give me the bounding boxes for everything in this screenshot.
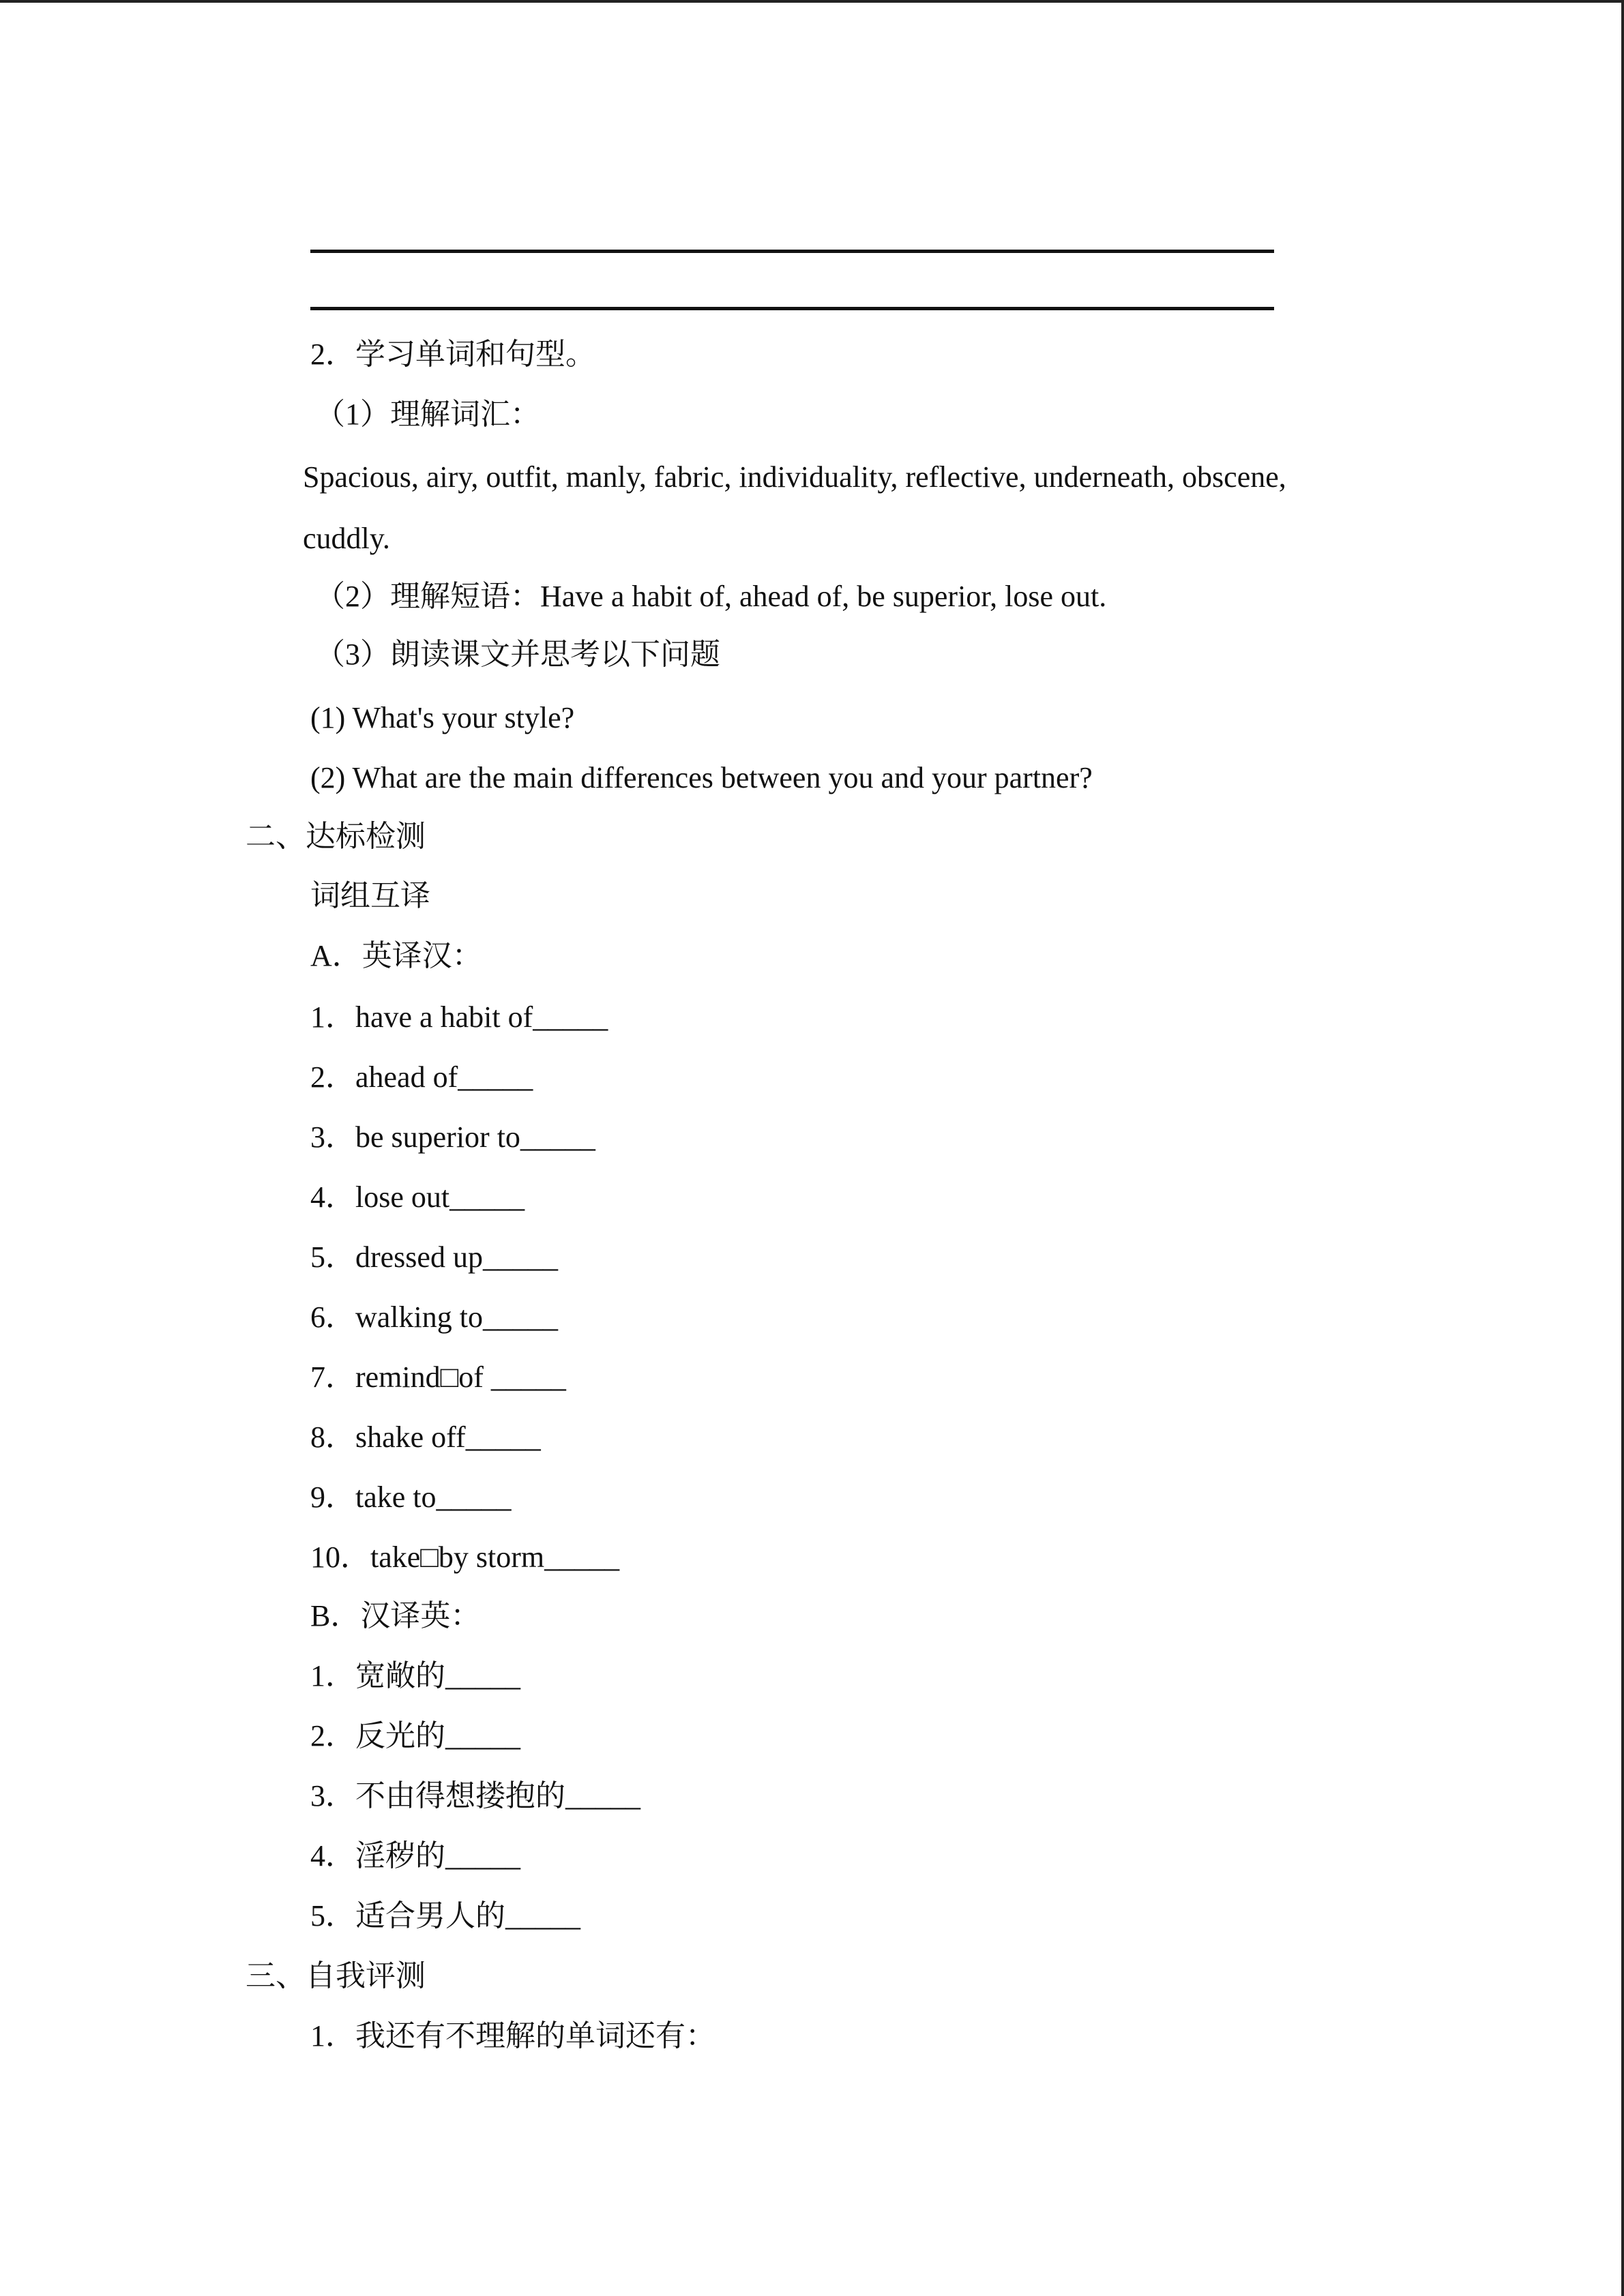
partA-item: 8．shake off_____ [310,1420,541,1454]
answer-line-2 [310,307,1274,310]
partA-item: 3．be superior to_____ [310,1120,595,1154]
vocab-heading: （1）理解词汇： [315,398,540,431]
partA-item: 4．lose out_____ [310,1180,525,1214]
read-heading: （3）朗读课文并思考以下问题 [315,638,720,671]
question-2: (2) What are the main differences between you and your partner? [310,761,1093,794]
partB-heading: B．汉译英： [310,1599,481,1632]
vocab-line-2: cuddly. [303,522,390,555]
question-1: (1) What's your style? [310,701,575,734]
vocab-line-1: Spacious, airy, outfit, manly, fabric, individuality, reflective, underneath, obscene, [303,460,1286,494]
section3-item-1: 1．我还有不理解的单词还有： [310,2019,715,2053]
section2-heading: 二、达标检测 [246,820,426,853]
partB-item: 1．宽敞的_____ [310,1659,520,1693]
section2-subheading: 词组互译 [310,879,430,912]
partA-item: 5．dressed up_____ [310,1240,558,1274]
phrases-line: （2）理解短语：Have a habit of, ahead of, be superior, lose out. [315,580,1107,613]
answer-line-1 [310,250,1274,253]
partB-item: 5．适合男人的_____ [310,1899,580,1933]
section3-heading: 三、自我评测 [246,1959,426,1993]
partA-item: 6．walking to_____ [310,1300,558,1334]
partA-item: 2．ahead of_____ [310,1060,533,1094]
partA-heading: A．英译汉： [310,939,482,972]
item2-heading: 2．学习单词和句型。 [310,338,595,371]
partB-item: 3．不由得想搂抱的_____ [310,1779,640,1813]
partB-item: 2．反光的_____ [310,1719,520,1753]
partA-item: 9．take to_____ [310,1480,512,1514]
partA-item: 1．have a habit of_____ [310,1000,608,1034]
partA-item: 7．remind□of _____ [310,1360,566,1394]
partB-item: 4．淫秽的_____ [310,1839,520,1873]
partA-item: 10．take□by storm_____ [310,1540,620,1574]
